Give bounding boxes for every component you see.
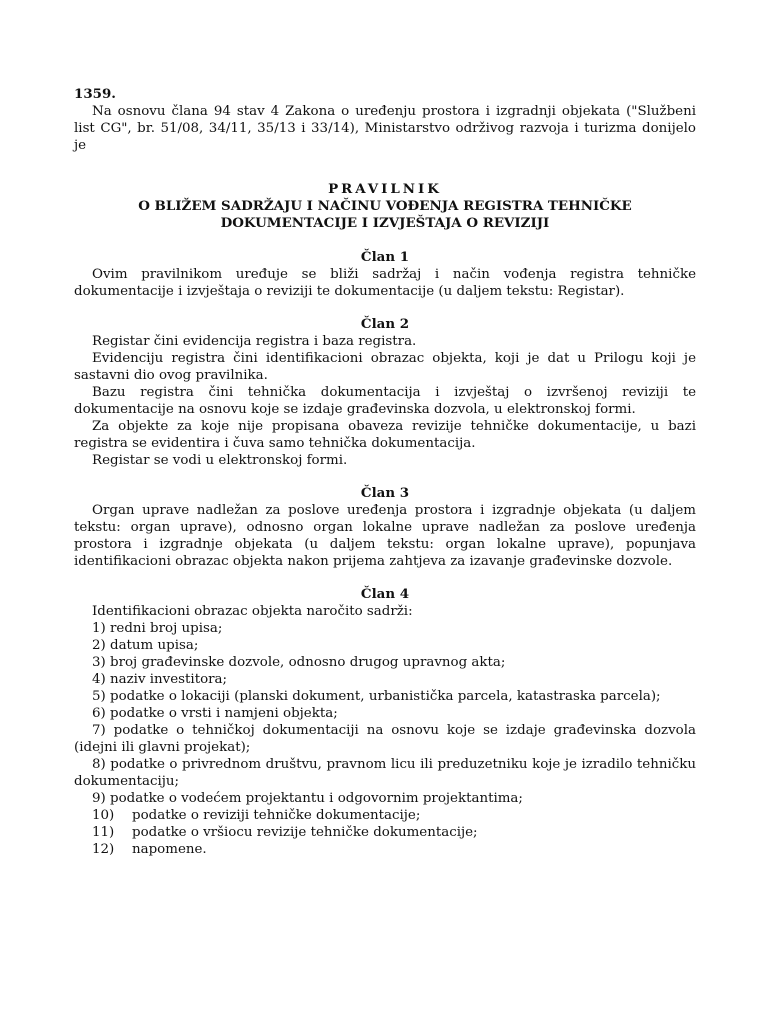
list-item-number: 11) <box>92 825 115 840</box>
list-item: 1) redni broj upisa; <box>92 621 223 636</box>
list-item: 5) podatke o lokaciji (planski dokument, urbanistička parcela, katastraska parcela); <box>92 689 661 704</box>
article-paragraph: Registar se vodi u elektronskoj formi. <box>92 453 348 468</box>
list-item-text: napomene. <box>132 842 207 857</box>
document-page <box>74 86 696 858</box>
article-heading: Član 4 <box>360 586 410 602</box>
list-item <box>74 824 696 841</box>
article-heading: Član 1 <box>360 249 410 265</box>
content-list <box>74 620 696 858</box>
list-item: 6) podatke o vrsti i namjeni objekta; <box>92 706 338 721</box>
title-block <box>74 181 696 232</box>
list-item: 7) podatke o tehničkoj dokumentaciji na osnovu koje se izdaje građevinska dozvola (idejni ili glavni projekat); <box>74 723 696 755</box>
list-item: 2) datum upisa; <box>92 638 199 653</box>
article-paragraph: Registar čini evidencija registra i baza registra. <box>92 334 417 349</box>
list-item <box>74 841 696 858</box>
list-item: 4) naziv investitora; <box>92 672 228 687</box>
list-item-text: podatke o vršiocu revizije tehničke dokumentacije; <box>132 825 478 840</box>
article-paragraph: Identifikacioni obrazac objekta naročito sadrži: <box>92 604 413 619</box>
list-item <box>74 807 696 824</box>
article-paragraph: Za objekte za koje nije propisana obaveza revizije tehničke dokumentacije, u bazi registra se evidentira i čuva samo tehnička dokumentacija. <box>74 419 696 451</box>
list-item: 3) broj građevinske dozvole, odnosno drugog upravnog akta; <box>92 655 506 670</box>
article-heading: Član 2 <box>360 316 410 332</box>
article-paragraph: Bazu registra čini tehnička dokumentacija i izvještaj o izvršenoj reviziji te dokumentacije na osnovu koje se izdaje građevinska dozvola, u elektronskoj formi. <box>74 385 696 417</box>
article-paragraph: Organ uprave nadležan za poslove uređenja prostora i izgradnje objekata (u daljem tekstu: organ uprave), odnosno organ lokalne uprave nadležan za poslove uređenja prostora i izgradnje objekata (u daljem tekstu: organ lokalne uprave), popunjava identifikacioni obrazac objekta nakon prijema zahtjeva za izavanje građevinske dozvole. <box>74 503 696 569</box>
preamble: Na osnovu člana 94 stav 4 Zakona o uređenju prostora i izgradnji objekata ("Službeni list CG", br. 51/08, 34/11, 35/13 i 33/14), Ministarstvo održivog razvoja i turizma donijelo je <box>74 104 696 153</box>
document-number: 1359. <box>74 86 116 102</box>
document-subtitle: O BLIŽEM SADRŽAJU I NAČINU VOĐENJA REGISTRA TEHNIČKE DOKUMENTACIJE I IZVJEŠTAJA O REVIZIJI <box>138 198 632 231</box>
list-item-number: 12) <box>92 842 115 857</box>
list-item-text: podatke o reviziji tehničke dokumentacije; <box>132 808 421 823</box>
article-paragraph: Evidenciju registra čini identifikacioni obrazac objekta, koji je dat u Prilogu koji je sastavni dio ovog pravilnika. <box>74 351 696 383</box>
article-heading: Član 3 <box>360 485 410 501</box>
list-item: 9) podatke o vodećem projektantu i odgovornim projektantima; <box>92 791 523 806</box>
list-item: 8) podatke o privrednom društvu, pravnom licu ili preduzetniku koje je izradilo tehničku dokumentaciju; <box>74 757 696 789</box>
list-item-number: 10) <box>92 808 115 823</box>
document-title: PRAVILNIK <box>328 181 442 197</box>
article-paragraph: Ovim pravilnikom uređuje se bliži sadržaj i način vođenja registra tehničke dokumentacije i izvještaja o reviziji te dokumentacije (u daljem tekstu: Registar). <box>74 267 696 299</box>
